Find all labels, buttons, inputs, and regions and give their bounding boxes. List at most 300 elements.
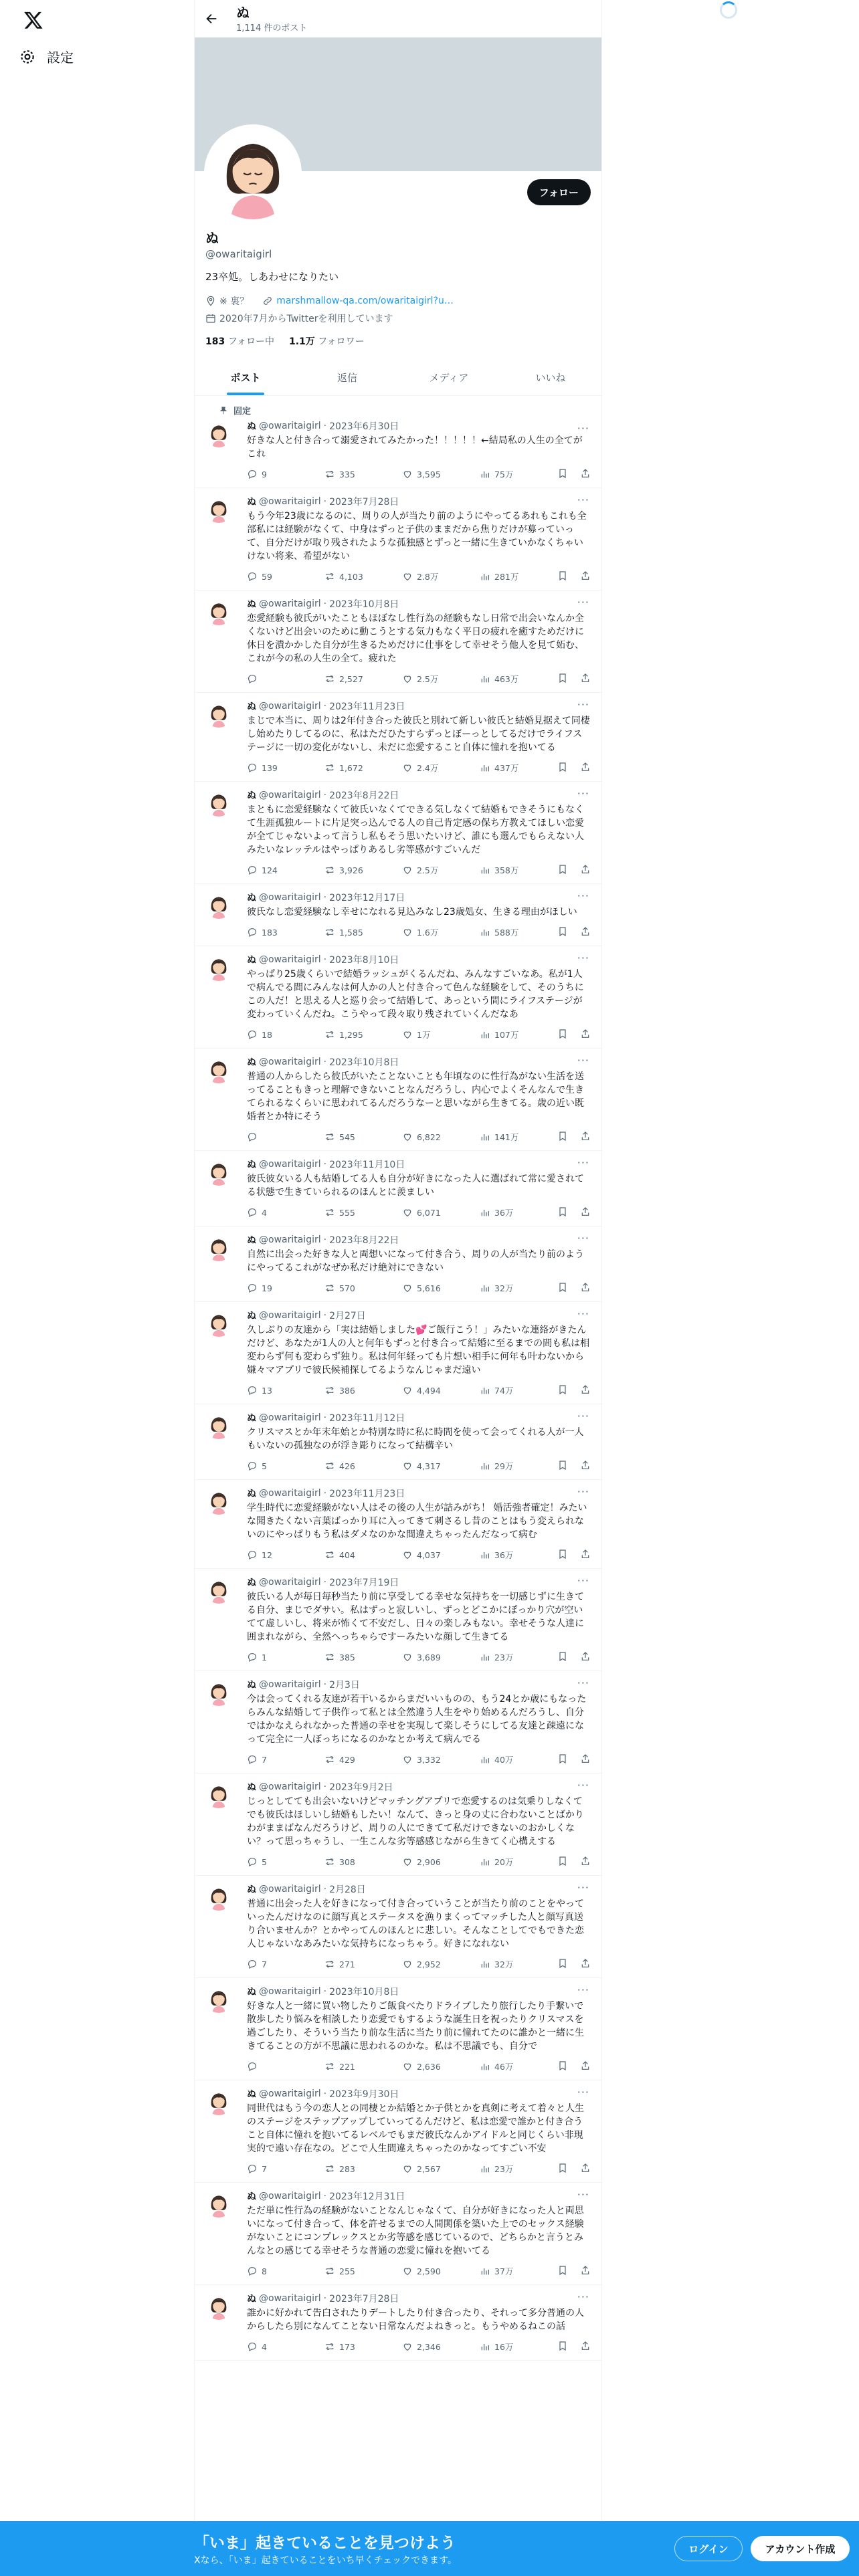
share-button[interactable] xyxy=(580,762,591,774)
tweet-author-name[interactable]: ぬ xyxy=(247,421,256,432)
like-button[interactable] xyxy=(402,1856,480,1867)
reply-button[interactable] xyxy=(247,1132,324,1142)
retweet-button[interactable] xyxy=(324,1652,402,1662)
following-stat[interactable] xyxy=(205,334,274,348)
views-button[interactable] xyxy=(480,864,557,876)
tweet-date[interactable]: 2023年7月19日 xyxy=(329,1578,399,1588)
share-icon xyxy=(580,1856,591,1866)
like-button[interactable] xyxy=(402,2341,480,2352)
share-button[interactable] xyxy=(580,1958,591,1971)
share-button[interactable] xyxy=(580,1131,591,1144)
tweet-author-name[interactable]: ぬ xyxy=(247,497,256,508)
views-button[interactable] xyxy=(480,2265,557,2277)
tweet-author-handle[interactable]: @owaritaigirl xyxy=(259,496,321,507)
tweet[interactable] xyxy=(195,1876,601,1978)
retweet-button[interactable] xyxy=(324,1461,402,1471)
bookmark-button[interactable] xyxy=(557,1856,568,1868)
retweet-button[interactable] xyxy=(324,469,402,479)
more-options-icon[interactable]: ··· xyxy=(577,952,589,964)
tweet-avatar[interactable] xyxy=(205,790,232,817)
tweet-date[interactable]: 2023年8月22日 xyxy=(329,790,399,801)
tweet-author-handle[interactable]: @owaritaigirl xyxy=(259,1679,321,1690)
tweet[interactable] xyxy=(195,946,601,1049)
tweet-date[interactable]: 2023年8月10日 xyxy=(329,955,399,966)
tweet-author-handle[interactable]: @owaritaigirl xyxy=(259,1577,321,1588)
tweet[interactable] xyxy=(195,1671,601,1774)
share-button[interactable] xyxy=(580,1460,591,1473)
tweet-author-name[interactable]: ぬ xyxy=(247,1680,256,1691)
x-logo-icon[interactable] xyxy=(20,7,47,33)
tweet-author-name[interactable]: ぬ xyxy=(247,1235,256,1246)
tweet[interactable] xyxy=(195,1774,601,1876)
reply-button[interactable] xyxy=(247,2163,324,2174)
tweet[interactable] xyxy=(195,1978,601,2080)
share-button[interactable] xyxy=(580,1753,591,1766)
share-icon xyxy=(580,1549,591,1560)
tweet[interactable] xyxy=(195,1569,601,1671)
tweet-avatar[interactable] xyxy=(205,701,232,728)
reply-button[interactable] xyxy=(247,1385,324,1396)
tweet-author-handle[interactable]: @owaritaigirl xyxy=(259,1782,321,1792)
tweet[interactable] xyxy=(195,2183,601,2285)
more-options-icon[interactable]: ··· xyxy=(577,1983,589,1996)
more-options-icon[interactable]: ··· xyxy=(577,1232,589,1245)
tweet-author-name[interactable]: ぬ xyxy=(247,702,256,712)
signup-banner-title: 「いま」起きていることを見つけよう xyxy=(194,2535,456,2552)
share-button[interactable] xyxy=(580,1384,591,1397)
tweet-date[interactable]: 2023年8月22日 xyxy=(329,1235,399,1246)
like-button[interactable] xyxy=(402,1029,480,1041)
retweet-button[interactable] xyxy=(324,673,402,684)
retweet-button[interactable] xyxy=(324,1754,402,1765)
tab-replies[interactable]: 返信 xyxy=(337,372,357,384)
views-button[interactable] xyxy=(480,1029,557,1041)
retweet-button[interactable] xyxy=(324,1959,402,1969)
views-button[interactable] xyxy=(480,2341,557,2353)
reply-button[interactable] xyxy=(247,1029,324,1040)
tweet-date[interactable]: 2023年7月28日 xyxy=(329,497,399,508)
reply-button[interactable] xyxy=(247,2266,324,2276)
views-icon xyxy=(480,1132,490,1142)
views-button[interactable] xyxy=(480,1282,557,1294)
tweet-date[interactable]: 2023年11月23日 xyxy=(329,1489,405,1499)
retweet-button[interactable] xyxy=(324,1029,402,1040)
tweet-avatar[interactable] xyxy=(205,892,232,919)
profile-header xyxy=(195,0,601,37)
tweet-date[interactable]: 2023年9月2日 xyxy=(329,1782,393,1793)
retweet-count: 545 xyxy=(339,1132,355,1142)
retweet-button[interactable] xyxy=(324,2341,402,2352)
tweet-author-handle[interactable]: @owaritaigirl xyxy=(259,1884,321,1895)
views-button[interactable] xyxy=(480,468,557,480)
more-options-icon[interactable]: ··· xyxy=(577,1779,589,1792)
tweet-author-name[interactable]: ぬ xyxy=(247,1160,256,1170)
share-button[interactable] xyxy=(580,468,591,481)
reply-icon xyxy=(247,2163,258,2174)
tweet-author-handle[interactable]: @owaritaigirl xyxy=(259,1159,321,1170)
reply-button[interactable] xyxy=(247,469,324,479)
tweet[interactable] xyxy=(195,884,601,946)
reply-count: 12 xyxy=(262,1549,272,1560)
like-button[interactable] xyxy=(402,1132,480,1142)
views-button[interactable] xyxy=(480,1384,557,1396)
tweet-avatar[interactable] xyxy=(205,1782,232,1808)
joined-text: 2020年7月からTwitterを利用しています xyxy=(219,314,393,324)
more-options-icon[interactable]: ··· xyxy=(577,787,589,800)
tweet-author-name[interactable]: ぬ xyxy=(247,955,256,966)
retweet-button[interactable] xyxy=(324,1207,402,1218)
like-button[interactable] xyxy=(402,1549,480,1560)
tweet-author-handle[interactable]: @owaritaigirl xyxy=(259,892,321,903)
signup-button[interactable]: アカウント作成 xyxy=(751,2536,850,2561)
views-button[interactable] xyxy=(480,2163,557,2175)
retweet-button[interactable] xyxy=(324,1132,402,1142)
views-button[interactable] xyxy=(480,2060,557,2072)
tweet-date[interactable]: 2023年10月8日 xyxy=(329,1987,399,1998)
like-button[interactable] xyxy=(402,2061,480,2072)
reply-button[interactable] xyxy=(247,1549,324,1560)
bookmark-button[interactable] xyxy=(557,1206,568,1219)
retweet-button[interactable] xyxy=(324,1856,402,1867)
tab-posts[interactable]: ポスト xyxy=(195,360,296,395)
share-button[interactable] xyxy=(580,926,591,939)
gear-icon xyxy=(19,48,36,66)
retweet-button[interactable] xyxy=(324,1283,402,1293)
like-count: 3,332 xyxy=(417,1754,441,1765)
tweet-author-handle[interactable]: @owaritaigirl xyxy=(259,2191,321,2202)
tweet-date[interactable]: 2023年11月10日 xyxy=(329,1160,405,1170)
tweet-author-name[interactable]: ぬ xyxy=(247,599,256,610)
bookmark-button[interactable] xyxy=(557,2060,568,2073)
share-button[interactable] xyxy=(580,1029,591,1041)
tweet[interactable] xyxy=(195,2080,601,2183)
separator-dot: · xyxy=(323,1884,327,1895)
reply-button[interactable] xyxy=(247,865,324,875)
reply-button[interactable] xyxy=(247,927,324,938)
more-options-icon[interactable]: ··· xyxy=(577,1881,589,1894)
tweet-date[interactable]: 2月3日 xyxy=(329,1680,360,1691)
tweet-date[interactable]: 2023年12月31日 xyxy=(329,2191,405,2202)
tweet-avatar[interactable] xyxy=(205,1884,232,1911)
tweet-author-handle[interactable]: @owaritaigirl xyxy=(259,790,321,800)
tweet[interactable] xyxy=(195,693,601,782)
like-button[interactable] xyxy=(402,469,480,479)
like-button[interactable] xyxy=(402,570,480,582)
tweet[interactable] xyxy=(195,1151,601,1226)
tweet-actions xyxy=(247,1541,591,1568)
more-options-icon[interactable]: ··· xyxy=(577,698,589,711)
tweet-avatar[interactable] xyxy=(205,1488,232,1515)
like-button[interactable] xyxy=(402,864,480,876)
tweet-avatar[interactable] xyxy=(205,1310,232,1337)
tweet-author-handle[interactable]: @owaritaigirl xyxy=(259,954,321,965)
retweet-button[interactable] xyxy=(324,762,402,773)
like-button[interactable] xyxy=(402,1754,480,1765)
views-button[interactable] xyxy=(480,1549,557,1561)
tweet-avatar[interactable] xyxy=(205,599,232,625)
more-options-icon[interactable]: ··· xyxy=(577,1410,589,1422)
tweet[interactable] xyxy=(195,488,601,591)
views-count: 437万 xyxy=(494,763,519,773)
share-button[interactable] xyxy=(580,2163,591,2175)
share-button[interactable] xyxy=(580,673,591,685)
tweet-author-name[interactable]: ぬ xyxy=(247,1489,256,1499)
reply-button[interactable] xyxy=(247,1959,324,1969)
reply-icon xyxy=(247,2266,258,2276)
like-button[interactable] xyxy=(402,673,480,685)
bookmark-button[interactable] xyxy=(557,1753,568,1766)
share-icon xyxy=(580,1206,591,1217)
like-button[interactable] xyxy=(402,1283,480,1293)
tweet-date[interactable]: 2月27日 xyxy=(329,1311,366,1321)
share-button[interactable] xyxy=(580,1651,591,1664)
share-button[interactable] xyxy=(580,1856,591,1868)
tweet-avatar[interactable] xyxy=(205,1986,232,2013)
tweet[interactable] xyxy=(195,1480,601,1569)
reply-button[interactable] xyxy=(247,673,324,684)
tweet-avatar[interactable] xyxy=(205,2191,232,2218)
bookmark-button[interactable] xyxy=(557,673,568,685)
bookmark-button[interactable] xyxy=(557,2163,568,2175)
tweet-avatar[interactable] xyxy=(205,1235,232,1261)
share-button[interactable] xyxy=(580,2341,591,2353)
views-button[interactable] xyxy=(480,1856,557,1868)
more-options-icon[interactable]: ··· xyxy=(577,2290,589,2303)
retweet-button[interactable] xyxy=(324,2163,402,2174)
retweet-button[interactable] xyxy=(324,1385,402,1396)
reply-button[interactable] xyxy=(247,2341,324,2352)
views-icon xyxy=(480,1029,490,1040)
bookmark-button[interactable] xyxy=(557,1282,568,1295)
tweet-avatar[interactable] xyxy=(205,1679,232,1706)
reply-button[interactable] xyxy=(247,762,324,773)
tweet-avatar[interactable] xyxy=(205,1057,232,1083)
tweet-author-handle[interactable]: @owaritaigirl xyxy=(259,1057,321,1067)
tweet-date[interactable]: 2023年9月30日 xyxy=(329,2089,399,2100)
retweet-button[interactable] xyxy=(324,2266,402,2276)
bookmark-icon xyxy=(557,1131,568,1142)
tweet-header xyxy=(247,1309,591,1322)
location-text: ※ 裏？ xyxy=(219,296,250,307)
views-button[interactable] xyxy=(480,1753,557,1765)
views-button[interactable] xyxy=(480,673,557,685)
bookmark-button[interactable] xyxy=(557,570,568,583)
tweet-avatar[interactable] xyxy=(205,1577,232,1604)
bookmark-button[interactable] xyxy=(557,2265,568,2278)
tweet-date[interactable]: 2023年12月17日 xyxy=(329,893,405,903)
link-text[interactable]: marshmallow-qa.com/owaritaigirl?u… xyxy=(276,296,454,306)
views-button[interactable] xyxy=(480,1958,557,1970)
like-count: 2.8万 xyxy=(417,572,439,582)
back-arrow-icon[interactable] xyxy=(204,11,219,26)
bookmark-button[interactable] xyxy=(557,1460,568,1473)
share-button[interactable] xyxy=(580,570,591,583)
retweet-button[interactable] xyxy=(324,1549,402,1560)
tweet[interactable] xyxy=(195,2285,601,2361)
reply-button[interactable] xyxy=(247,2061,324,2072)
like-button[interactable] xyxy=(402,2266,480,2276)
tweet-avatar[interactable] xyxy=(205,421,232,447)
tweet-author-name[interactable]: ぬ xyxy=(247,790,256,801)
bookmark-button[interactable] xyxy=(557,1029,568,1041)
tweet[interactable] xyxy=(195,1226,601,1302)
tweet-avatar[interactable] xyxy=(205,496,232,523)
views-button[interactable] xyxy=(480,762,557,774)
tweet-author-handle[interactable]: @owaritaigirl xyxy=(259,599,321,609)
tweet-date[interactable]: 2023年7月28日 xyxy=(329,2294,399,2304)
reply-icon xyxy=(247,673,258,684)
share-button[interactable] xyxy=(580,864,591,877)
profile-link[interactable] xyxy=(262,294,454,308)
tweet[interactable] xyxy=(195,1404,601,1480)
share-button[interactable] xyxy=(580,1206,591,1219)
tweet[interactable] xyxy=(195,1302,601,1404)
more-options-icon[interactable]: ··· xyxy=(577,596,589,609)
tweet-date[interactable]: 2023年6月30日 xyxy=(329,421,399,432)
tweet[interactable] xyxy=(195,782,601,884)
bookmark-button[interactable] xyxy=(557,1131,568,1144)
tweet-author-name[interactable]: ぬ xyxy=(247,1057,256,1068)
more-options-icon[interactable]: ··· xyxy=(577,1156,589,1169)
more-options-icon[interactable]: ··· xyxy=(577,494,589,506)
like-button[interactable] xyxy=(402,1959,480,1969)
more-options-icon[interactable]: ··· xyxy=(577,889,589,902)
tab-media[interactable]: メディア xyxy=(429,372,469,384)
more-options-icon[interactable]: ··· xyxy=(577,2188,589,2201)
retweet-button[interactable] xyxy=(324,865,402,875)
tweet-author-handle[interactable]: @owaritaigirl xyxy=(259,1310,321,1321)
views-icon xyxy=(480,1856,490,1867)
bookmark-button[interactable] xyxy=(557,468,568,481)
like-button[interactable] xyxy=(402,926,480,938)
tweet-author-handle[interactable]: @owaritaigirl xyxy=(259,1488,321,1499)
follow-button[interactable]: フォロー xyxy=(527,179,591,205)
reply-button[interactable] xyxy=(247,1652,324,1662)
views-button[interactable] xyxy=(480,570,557,582)
tweet-avatar[interactable] xyxy=(205,954,232,981)
retweet-button[interactable] xyxy=(324,2061,402,2072)
reply-button[interactable] xyxy=(247,571,324,582)
tweet-author-name[interactable]: ぬ xyxy=(247,893,256,903)
tweet[interactable] xyxy=(195,1049,601,1151)
tweet-author-handle[interactable]: @owaritaigirl xyxy=(259,421,321,431)
signup-banner xyxy=(0,2521,859,2576)
views-button[interactable] xyxy=(480,1131,557,1143)
more-options-icon[interactable]: ··· xyxy=(577,1307,589,1320)
tweet-author-handle[interactable]: @owaritaigirl xyxy=(259,2088,321,2099)
more-options-icon[interactable]: ··· xyxy=(577,1054,589,1067)
tweet-author-handle[interactable]: @owaritaigirl xyxy=(259,1412,321,1423)
bookmark-button[interactable] xyxy=(557,1651,568,1664)
share-button[interactable] xyxy=(580,2265,591,2278)
like-button[interactable] xyxy=(402,1652,480,1662)
share-button[interactable] xyxy=(580,2060,591,2073)
followers-stat[interactable] xyxy=(289,334,365,348)
tweet-author-handle[interactable]: @owaritaigirl xyxy=(259,2293,321,2304)
views-count: 29万 xyxy=(494,1461,514,1471)
reply-button[interactable] xyxy=(247,1754,324,1765)
tweet[interactable] xyxy=(195,591,601,693)
tab-likes[interactable]: いいね xyxy=(535,372,566,384)
tweet-author-name[interactable]: ぬ xyxy=(247,1987,256,1998)
tweet-author-handle[interactable]: @owaritaigirl xyxy=(259,1235,321,1245)
like-button[interactable] xyxy=(402,762,480,774)
tweet-text: 彼氏彼女いる人も結婚してる人も自分が好きになった人に選ばれて常に愛されてる状態で生きていられるのほんとに羨ましい xyxy=(247,1174,584,1198)
tweet-date[interactable]: 2023年10月8日 xyxy=(329,1057,399,1068)
reply-button[interactable] xyxy=(247,1283,324,1293)
tweet-author-name[interactable]: ぬ xyxy=(247,1578,256,1588)
views-button[interactable] xyxy=(480,1206,557,1218)
reply-button[interactable] xyxy=(247,1856,324,1867)
tweet-actions xyxy=(247,665,591,692)
tweet-avatar[interactable] xyxy=(205,1412,232,1439)
views-button[interactable] xyxy=(480,926,557,938)
tweet[interactable] xyxy=(195,417,601,488)
tweet-date[interactable]: 2月28日 xyxy=(329,1885,366,1895)
more-options-icon[interactable]: ··· xyxy=(577,1574,589,1587)
bookmark-button[interactable] xyxy=(557,1384,568,1397)
tweet-author-name[interactable]: ぬ xyxy=(247,2294,256,2304)
views-button[interactable] xyxy=(480,1460,557,1472)
tweet-avatar[interactable] xyxy=(205,2293,232,2320)
views-icon xyxy=(480,1283,490,1293)
tweet-author-name[interactable]: ぬ xyxy=(247,1311,256,1321)
reply-button[interactable] xyxy=(247,1461,324,1471)
views-icon xyxy=(480,1959,490,1969)
like-button[interactable] xyxy=(402,1207,480,1218)
bookmark-button[interactable] xyxy=(557,2341,568,2353)
views-button[interactable] xyxy=(480,1651,557,1663)
like-button[interactable] xyxy=(402,2163,480,2174)
like-button[interactable] xyxy=(402,1385,480,1396)
tweet-date[interactable]: 2023年11月12日 xyxy=(329,1413,405,1424)
bookmark-button[interactable] xyxy=(557,1958,568,1971)
share-button[interactable] xyxy=(580,1549,591,1562)
bookmark-button[interactable] xyxy=(557,762,568,774)
tweet-date[interactable]: 2023年10月8日 xyxy=(329,599,399,610)
tweet-author-name[interactable]: ぬ xyxy=(247,1413,256,1424)
login-button[interactable]: ログイン xyxy=(674,2536,743,2561)
reply-button[interactable] xyxy=(247,1207,324,1218)
tweet-author-name[interactable]: ぬ xyxy=(247,2191,256,2202)
retweet-button[interactable] xyxy=(324,571,402,582)
bookmark-button[interactable] xyxy=(557,864,568,877)
more-options-icon[interactable]: ··· xyxy=(577,1677,589,1689)
avatar[interactable] xyxy=(204,124,302,222)
like-icon xyxy=(402,2061,413,2072)
like-count: 6,822 xyxy=(417,1132,441,1142)
tweet-secondary-actions xyxy=(557,1282,591,1295)
like-icon xyxy=(402,571,413,582)
more-options-icon[interactable]: ··· xyxy=(577,422,589,435)
share-button[interactable] xyxy=(580,1282,591,1295)
tweet-author-name[interactable]: ぬ xyxy=(247,1885,256,1895)
tweet-date[interactable]: 2023年11月23日 xyxy=(329,702,405,712)
more-options-icon[interactable]: ··· xyxy=(577,2086,589,2099)
settings-link[interactable] xyxy=(19,47,74,66)
tweet-author-handle[interactable]: @owaritaigirl xyxy=(259,701,321,712)
tweet-avatar[interactable] xyxy=(205,1159,232,1186)
bookmark-button[interactable] xyxy=(557,926,568,939)
tweet-author-handle[interactable]: @owaritaigirl xyxy=(259,1986,321,1997)
retweet-button[interactable] xyxy=(324,927,402,938)
tweet-author-name[interactable]: ぬ xyxy=(247,1782,256,1793)
like-button[interactable] xyxy=(402,1461,480,1471)
bookmark-button[interactable] xyxy=(557,1549,568,1562)
tweet-author-name[interactable]: ぬ xyxy=(247,2089,256,2100)
more-options-icon[interactable]: ··· xyxy=(577,1485,589,1498)
tweet-avatar[interactable] xyxy=(205,2088,232,2115)
